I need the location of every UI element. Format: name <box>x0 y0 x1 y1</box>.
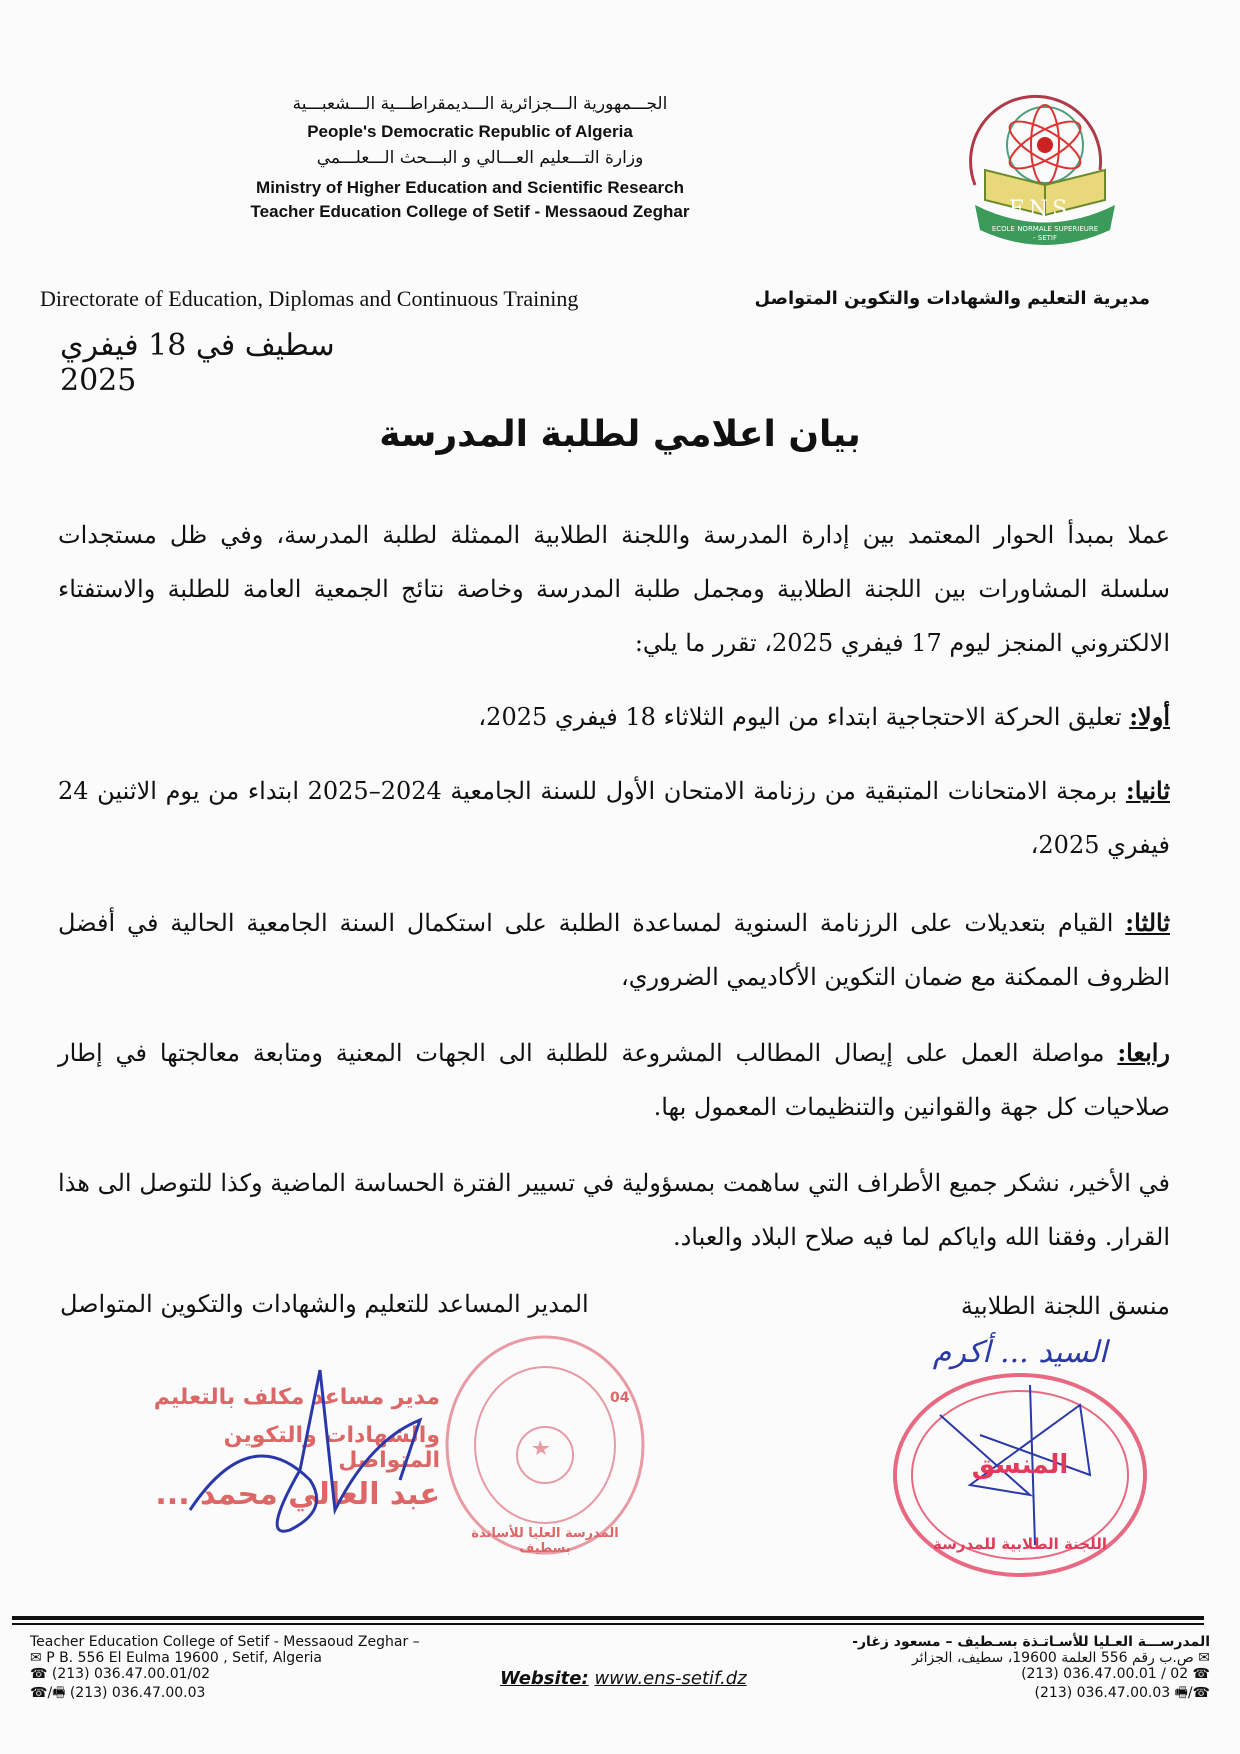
school-round-stamp <box>440 1330 650 1560</box>
footer-left <box>30 1634 420 1706</box>
mail-icon-ar: ✉ <box>1193 1650 1210 1666</box>
footer-ar-phone: (213) 036.47.00.01 / 02 <box>1021 1666 1189 1682</box>
header-ar-ministry: وزارة التـــعليم العـــالي و البـــحث الـــعلـــمي <box>316 148 644 168</box>
footer-en-address: P B. 556 El Eulma 19600 , Setif, Algeria <box>46 1650 323 1666</box>
document-date: سطيف في 18 فيفري 2025 <box>60 328 335 398</box>
left-round-stamp-num: 04 <box>610 1390 630 1406</box>
footer-ar-college: المدرســـة العـليا للأسـاتـذة بسـطيف – مسعود زغار- <box>852 1634 1210 1650</box>
footer-en-address-row <box>30 1650 420 1666</box>
phone-icon: ☎ <box>30 1666 52 1682</box>
point-2-text: برمجة الامتحانات المتبقية من رزنامة الامتحان الأول للسنة الجامعية 2024–2025 ابتداء من يوم الاثنين 24 فيفري 2025، <box>58 777 1170 859</box>
point-4 <box>58 1026 1170 1134</box>
point-3-text: القيام بتعديلات على الرزنامة السنوية لمساعدة الطلبة على استكمال السنة الجامعية الحالية في أفضل الظروف الممكنة مع ضمان التكوين الأكاديمي الضروري، <box>58 909 1170 991</box>
website-label: Website: <box>500 1668 589 1689</box>
point-3-label: ثالثا: <box>1125 908 1170 937</box>
point-3 <box>58 896 1170 1004</box>
left-stamp-line1: مدير مساعد مكلف بالتعليم <box>153 1385 440 1410</box>
left-stamp-name: عبد العالي محمد ... <box>155 1477 440 1512</box>
signature-title-left: المدير المساعد للتعليم والشهادات والتكوين المتواصل <box>60 1290 589 1318</box>
ens-logo <box>935 75 1135 255</box>
point-1-label: أولا: <box>1129 702 1170 731</box>
right-stamp-text: اللجنة الطلابية للمدرسة <box>933 1535 1107 1553</box>
footer-en-phone-row <box>30 1666 420 1682</box>
directorate-en: Directorate of Education, Diplomas and Continuous Training <box>40 286 579 311</box>
header-ar-republic: الجـــمهورية الـــجزائرية الـــديمقراطـــية الـــشعبـــية <box>292 94 668 114</box>
footer-ar-address: ص.ب رقم 556 العلمة 19600، سطيف، الجزائر <box>911 1650 1194 1666</box>
left-round-stamp-text: المدرسة العليا للأساتذة بسطيف <box>471 1526 619 1556</box>
intro-paragraph: عملا بمبدأ الحوار المعتمد بين إدارة المدرسة واللجنة الطلابية الممثلة لطلبة المدرسة، وفي ظل مستجدات سلسلة المشاورات بين اللجنة الطلابية ومجمل طلبة المدرسة وخاصة نتائج الجمعية العامة للطلبة والاستفتاء الالكتروني المنجز ليوم 17 فيفري 2025، تقرر ما يلي: <box>58 521 1170 657</box>
logo-subtext: ECOLE NORMALE SUPERIEURE - SETIF <box>991 225 1099 242</box>
point-2 <box>58 764 1170 872</box>
director-signature <box>170 1360 470 1560</box>
footer-rule-top <box>12 1616 1204 1620</box>
fax-icon: ☎/🖷 <box>30 1685 70 1701</box>
footer-rule-bottom <box>12 1623 1204 1625</box>
point-4-text: مواصلة العمل على إيصال المطالب المشروعة للطلبة الى الجهات المعنية ومتابعة معالجتها في إطار صلاحيات كل جهة والقوانين والتنظيمات المعمول بها. <box>58 1039 1170 1121</box>
fax-icon-ar: 🖷/☎ <box>1170 1685 1210 1701</box>
footer-right <box>852 1634 1210 1706</box>
footer-website <box>500 1668 747 1689</box>
website-link[interactable]: www.ens-setif.dz <box>594 1668 747 1689</box>
logo-ens-text: ENS <box>1008 197 1072 222</box>
footer-ar-address-row <box>852 1650 1210 1666</box>
point-2-label: ثانيا: <box>1125 776 1170 805</box>
directorate-ar: مديرية التعليم والشهادات والتكوين المتواصل <box>754 288 1150 309</box>
footer-en-phone: (213) 036.47.00.01/02 <box>51 1666 211 1682</box>
footer-en-college: Teacher Education College of Setif - Messaoud Zeghar – <box>30 1634 420 1650</box>
student-committee-stamp <box>880 1335 1160 1585</box>
footer-en-fax-row <box>30 1682 420 1706</box>
point-1 <box>58 690 1170 744</box>
footer-ar-fax: (213) 036.47.00.03 <box>1034 1685 1171 1701</box>
header-en-ministry: Ministry of Higher Education and Scientific Research <box>256 178 684 197</box>
header-en-college: Teacher Education College of Setif - Messaoud Zeghar <box>250 202 690 221</box>
point-4-label: رابعا: <box>1117 1038 1170 1067</box>
closing-paragraph: في الأخير، نشكر جميع الأطراف التي ساهمت بمسؤولية في تسيير الفترة الحساسة الماضية وكذا للتوصل الى هذا القرار. وفقنا الله واياكم لما فيه صلاح البلاد والعباد. <box>58 1169 1170 1251</box>
mail-icon: ✉ <box>30 1650 47 1666</box>
left-stamp-line2: والشهادات والتكوين المتواصل <box>223 1423 440 1473</box>
point-1-text: تعليق الحركة الاحتجاجية ابتداء من اليوم الثلاثاء 18 فيفري 2025، <box>478 703 1130 731</box>
phone-icon-ar: ☎ <box>1188 1666 1210 1682</box>
right-handwriting: السيد ... أكرم <box>932 1335 1108 1370</box>
right-stamp-center: المنسق <box>971 1450 1069 1480</box>
header-en-republic: People's Democratic Republic of Algeria <box>307 122 633 141</box>
document-title: بيان اعلامي لطلبة المدرسة <box>379 414 861 455</box>
footer-en-fax: (213) 036.47.00.03 <box>69 1685 206 1701</box>
signature-title-right: منسق اللجنة الطلابية <box>960 1292 1170 1320</box>
footer-ar-phone-row <box>852 1666 1210 1682</box>
footer-ar-fax-row <box>852 1682 1210 1706</box>
